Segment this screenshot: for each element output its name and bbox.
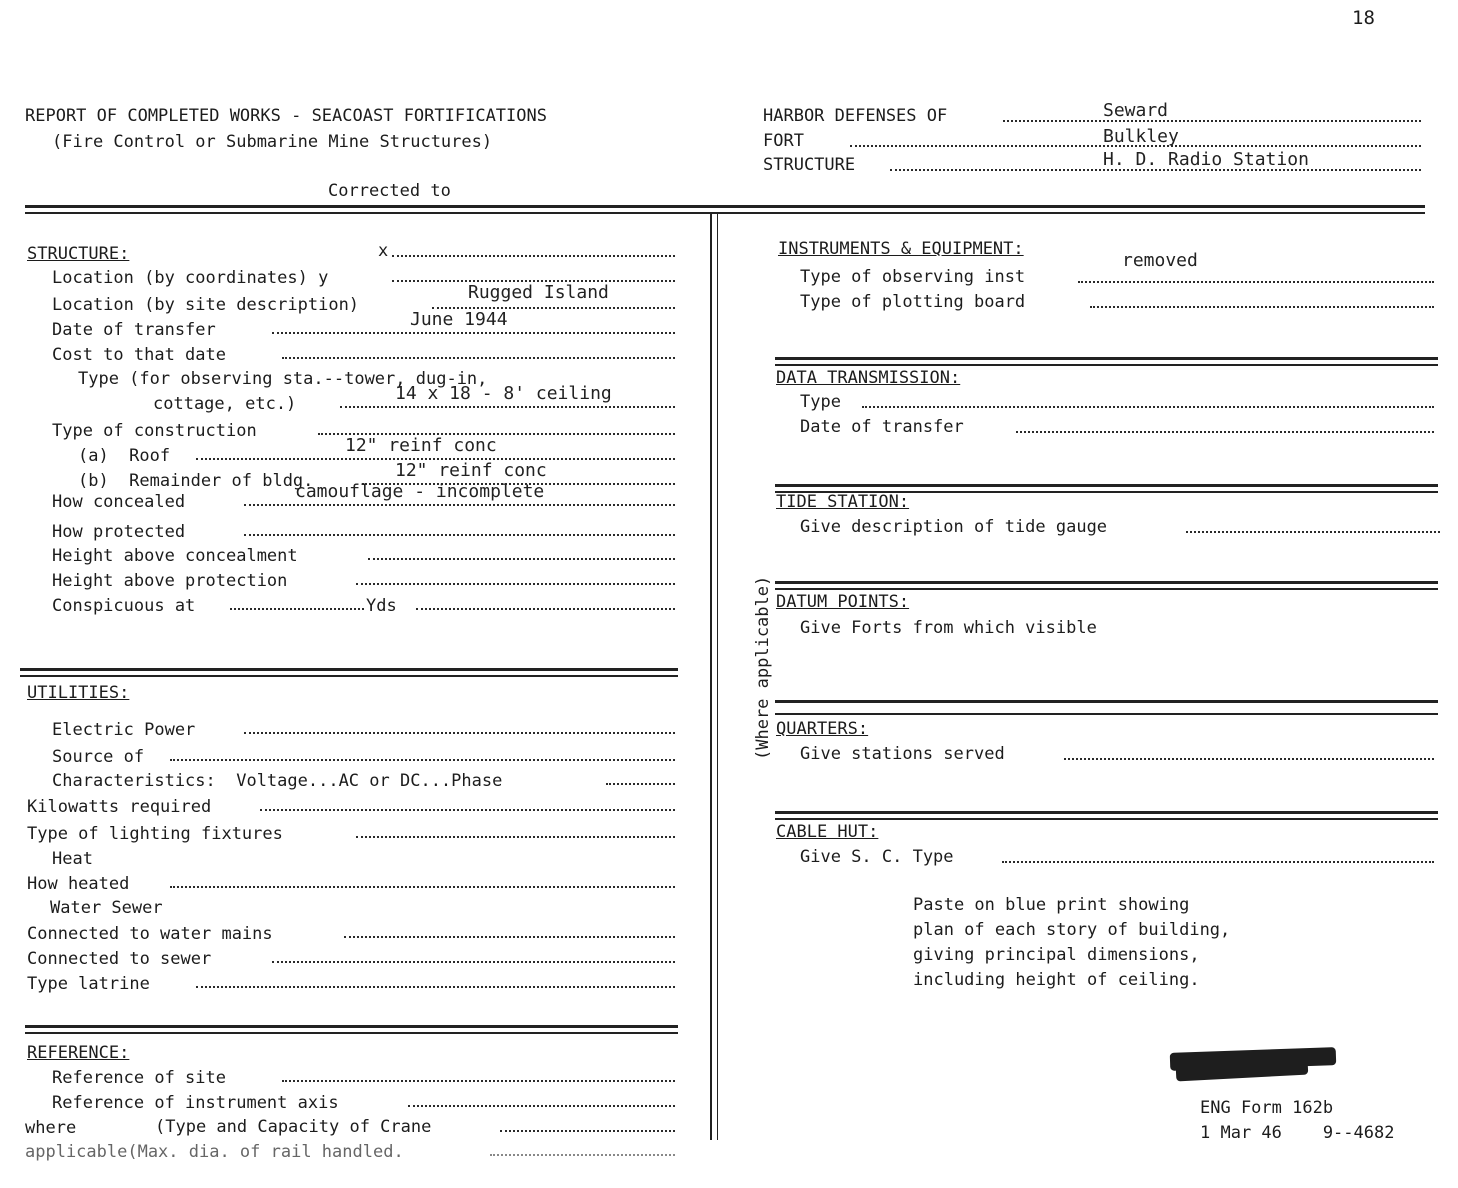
date-transfer-value: June 1944 [410, 309, 508, 330]
roof-label: (a) Roof [78, 446, 171, 466]
electric-power-label: Electric Power [52, 720, 196, 740]
latrine-label: Type latrine [27, 974, 150, 994]
reference-axis-label: Reference of instrument axis [52, 1093, 339, 1113]
observing-inst-dots [1078, 269, 1434, 283]
where-applicable-label: (Where applicable) [753, 575, 773, 760]
tide-gauge-label: Give description of tide gauge [800, 517, 1108, 537]
quarters-heading: QUARTERS: [776, 719, 869, 739]
form-date: 1 Mar 46 9--4682 [1200, 1123, 1395, 1143]
crane-dots [500, 1118, 675, 1132]
conspicuous-label: Conspicuous at [52, 596, 196, 616]
characteristics-dots [606, 771, 675, 785]
form-number: ENG Form 162b [1200, 1098, 1334, 1118]
source-dots [170, 747, 675, 761]
paste-note-line-1: Paste on blue print showing [913, 895, 1190, 915]
cost-dots [282, 345, 675, 359]
remainder-label: (b) Remainder of bldg. [78, 471, 314, 491]
top-rule-2 [25, 212, 1425, 214]
stations-served-dots [1064, 746, 1434, 760]
report-title: REPORT OF COMPLETED WORKS - SEACOAST FORTIFICATIONS [25, 106, 547, 126]
height-concealment-dots [368, 546, 675, 560]
type-observing-label-2: cottage, etc.) [153, 394, 297, 414]
plotting-board-dots [1090, 294, 1434, 308]
plotting-board-label: Type of plotting board [800, 292, 1026, 312]
reference-site-dots [282, 1068, 675, 1082]
utilities-rule-2 [20, 675, 678, 677]
sc-type-label: Give S. C. Type [800, 847, 954, 867]
location-site-label: Location (by site description) [52, 295, 360, 315]
tide-gauge-dots [1186, 519, 1440, 533]
transmission-date-label: Date of transfer [800, 417, 964, 437]
heated-label: How heated [27, 874, 130, 894]
height-protection-dots [356, 571, 675, 585]
type-observing-value: 14 x 18 - 8' ceiling [395, 383, 612, 404]
transmission-date-dots [1016, 419, 1434, 433]
conspicuous-dots [230, 596, 364, 610]
crane-label: (Type and Capacity of Crane [155, 1117, 432, 1137]
coord-x-dots [392, 243, 675, 257]
applicable-rail-label: applicable(Max. dia. of rail handled. [25, 1142, 404, 1162]
remainder-value: 12" reinf conc [395, 460, 547, 481]
structure-label: STRUCTURE [763, 155, 856, 175]
kilowatts-label: Kilowatts required [27, 797, 212, 817]
datum-points-heading: DATUM POINTS: [776, 592, 910, 612]
datum-points-rule-2 [775, 588, 1438, 590]
report-subtitle: (Fire Control or Submarine Mine Structures) [52, 132, 493, 152]
utilities-rule [20, 668, 678, 671]
reference-heading: REFERENCE: [27, 1043, 130, 1063]
location-site-value: Rugged Island [468, 282, 609, 303]
height-protection-label: Height above protection [52, 571, 288, 591]
date-transfer-label: Date of transfer [52, 320, 216, 340]
water-mains-label: Connected to water mains [27, 924, 273, 944]
kilowatts-dots [260, 797, 675, 811]
paste-note-line-2: plan of each story of building, [913, 920, 1231, 940]
transmission-type-label: Type [800, 392, 841, 412]
cable-hut-heading: CABLE HUT: [776, 822, 879, 842]
heated-dots [170, 874, 675, 888]
coord-y-dots [392, 268, 675, 282]
data-transmission-heading: DATA TRANSMISSION: [776, 368, 961, 388]
center-divider-2 [717, 214, 718, 1140]
electric-power-dots [244, 720, 675, 734]
construction-dots [318, 421, 675, 435]
utilities-heading: UTILITIES: [27, 683, 130, 703]
data-transmission-rule-2 [775, 364, 1438, 366]
reference-rule-2 [25, 1032, 678, 1034]
applicable-rail-dots [490, 1142, 675, 1156]
tide-station-rule [775, 484, 1438, 487]
quarters-rule-2 [775, 713, 1438, 715]
corrected-to-label: Corrected to [328, 181, 451, 201]
type-observing-label-1: Type (for observing sta.--tower, dug-in, [78, 369, 488, 389]
sewer-label: Connected to sewer [27, 949, 212, 969]
fort-label: FORT [763, 131, 804, 151]
harbor-value: Seward [1103, 100, 1169, 121]
cost-label: Cost to that date [52, 345, 226, 365]
top-rule [25, 205, 1425, 208]
stations-served-label: Give stations served [800, 744, 1005, 764]
protected-dots [244, 522, 675, 536]
sc-type-dots [1002, 849, 1434, 863]
structure-value: H. D. Radio Station [1103, 149, 1309, 170]
datum-points-rule [775, 581, 1438, 584]
conspicuous-unit: Yds [366, 596, 397, 616]
water-mains-dots [344, 924, 675, 938]
quarters-rule [775, 700, 1438, 703]
reference-rule [25, 1025, 678, 1028]
lighting-label: Type of lighting fixtures [27, 824, 283, 844]
datum-forts-label: Give Forts from which visible [800, 618, 1097, 638]
conspicuous-dots-2 [416, 596, 675, 610]
center-divider [710, 214, 712, 1140]
height-concealment-label: Height above concealment [52, 546, 298, 566]
fort-value: Bulkley [1103, 126, 1179, 147]
latrine-dots [196, 974, 675, 988]
roof-value: 12" reinf conc [345, 435, 497, 456]
source-label: Source of [52, 747, 145, 767]
protected-label: How protected [52, 522, 186, 542]
location-coordinates-label: Location (by coordinates) y [52, 268, 329, 288]
characteristics-label: Characteristics: Voltage...AC or DC...Phase [52, 771, 503, 791]
page-number: 18 [1352, 7, 1375, 29]
observing-inst-value: removed [1122, 250, 1198, 271]
reference-axis-dots [408, 1093, 675, 1107]
harbor-defenses-label: HARBOR DEFENSES OF [763, 106, 948, 126]
lighting-dots [356, 824, 675, 838]
concealed-value: camouflage - incomplete [295, 481, 545, 502]
heat-label: Heat [52, 849, 93, 869]
cable-hut-rule [775, 811, 1438, 814]
sewer-dots [272, 949, 675, 963]
where-label: where [25, 1118, 77, 1138]
coord-x-label: x [378, 241, 389, 261]
observing-inst-label: Type of observing inst [800, 267, 1026, 287]
data-transmission-rule [775, 357, 1438, 360]
paste-note-line-3: giving principal dimensions, [913, 945, 1200, 965]
structure-heading: STRUCTURE: [27, 244, 130, 264]
instruments-heading: INSTRUMENTS & EQUIPMENT: [778, 239, 1024, 259]
harbor-dots [1003, 108, 1421, 122]
paste-note-line-4: including height of ceiling. [913, 970, 1200, 990]
transmission-type-dots [862, 394, 1434, 408]
cable-hut-rule-2 [775, 818, 1438, 820]
construction-label: Type of construction [52, 421, 257, 441]
concealed-label: How concealed [52, 492, 186, 512]
water-sewer-label: Water Sewer [50, 898, 163, 918]
reference-site-label: Reference of site [52, 1068, 226, 1088]
tide-station-heading: TIDE STATION: [776, 492, 910, 512]
